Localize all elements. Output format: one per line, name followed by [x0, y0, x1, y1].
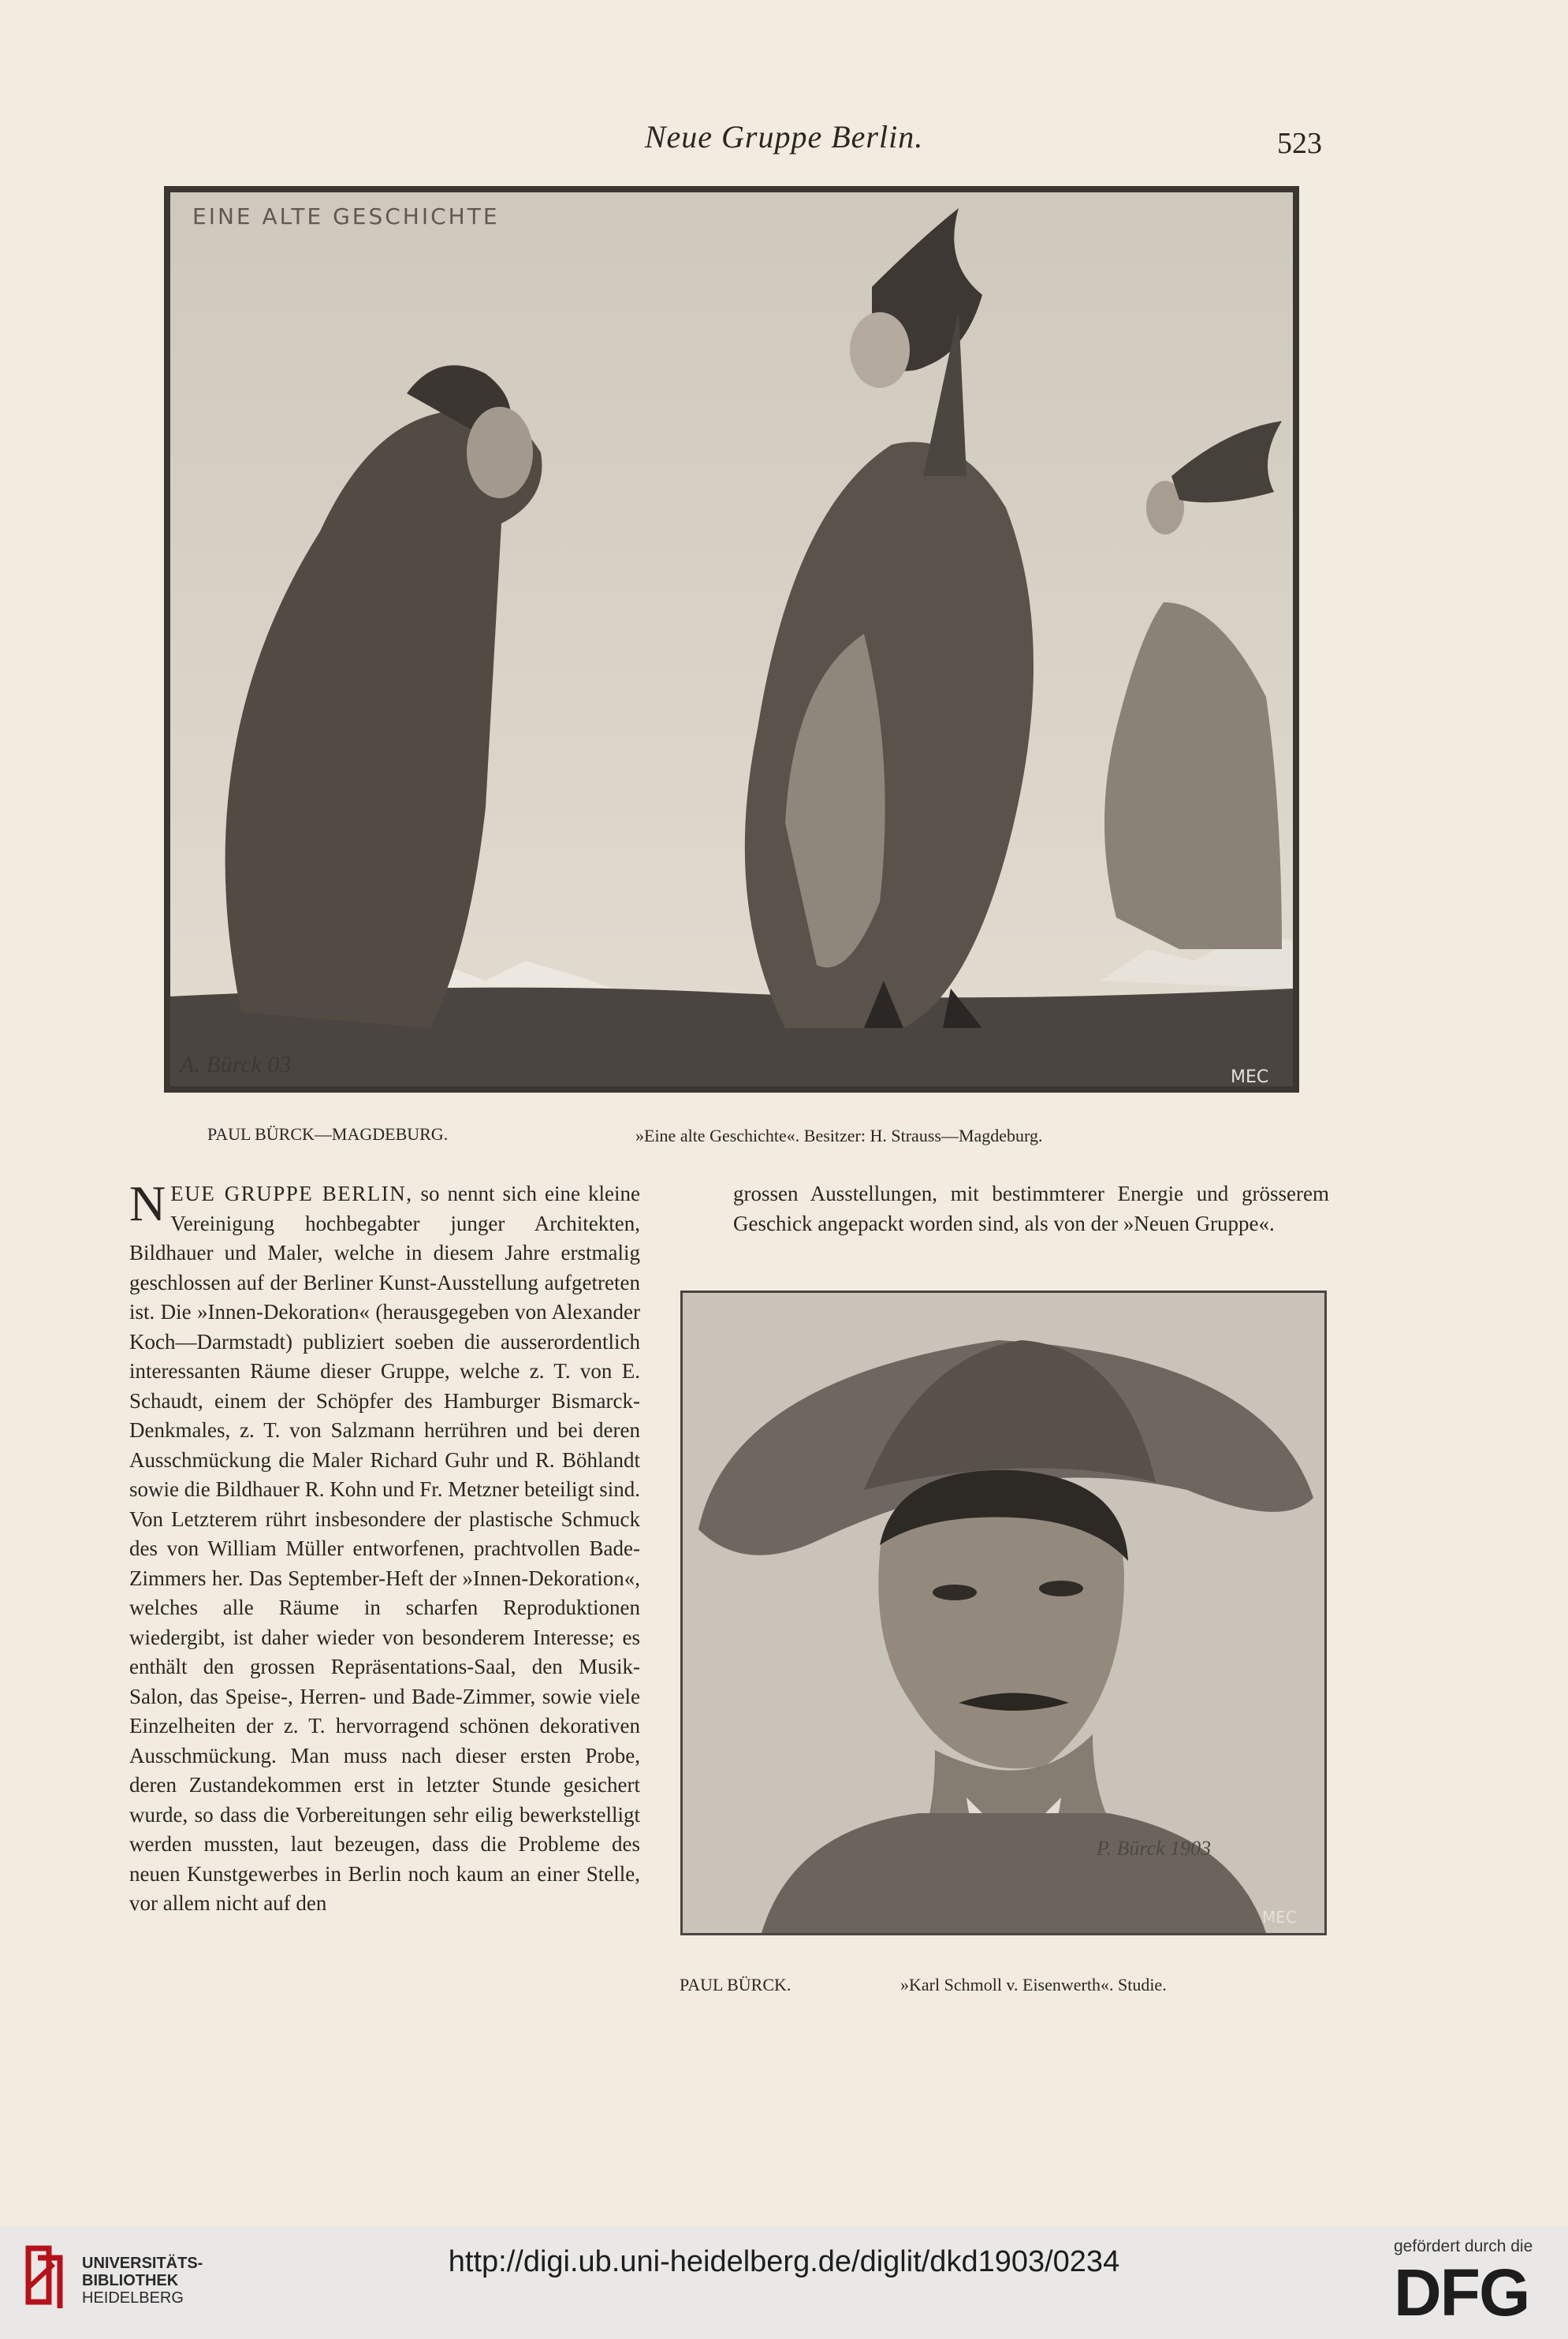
artist-signature: P. Bürck 1903: [1097, 1837, 1212, 1860]
page-number: 523: [1277, 127, 1322, 160]
library-line-2: BIBLIOTHEK: [82, 2272, 179, 2289]
engraver-monogram: MEC: [1262, 1908, 1297, 1927]
library-line-1: UNIVERSITÄTS-: [82, 2255, 203, 2272]
article-column-left: [129, 1175, 640, 1919]
funder-label: gefördert durch die: [1394, 2237, 1533, 2255]
plate2-artist-caption: PAUL BÜRCK.: [680, 1975, 791, 1994]
drawing-creatures: [170, 192, 1293, 1086]
digital-library-footer: [0, 2227, 1568, 2339]
engraver-monogram: MEC: [1231, 1067, 1269, 1087]
drawn-title-lettering: EINE ALTE GESCHICHTE: [192, 203, 500, 229]
article-body-left: so nennt sich eine kleine Vereinigung hochbegabter junger Architekten, Bildhauer und Maler, welche in diesem Jahre erstmalig geschlossen auf der Berliner Kunst-Ausstellung aufgetreten ist. Die »Innen-Dekoration« (herausgegeben von Alexander Koch—Darmstadt) publiziert soeben die ausserordentlich interessanten Räume dieser Gruppe, welche z. T. von E. Schaudt, einem der Schöpfer des Hamburger Bismarck-Denkmales, z. T. von Salzmann herrühren und bei deren Ausschmückung die Maler Richard Guhr und R. Böhlandt sowie die Bildhauer R. Kohn und Fr. Metzner beteiligt sind. Von Letzterem rührt insbesondere der plastische Schmuck des von William Müller entworfenen, prachtvollen Bade-Zimmers her. Das September-Heft der »Innen-Dekoration«, welches alle Räume in scharfen Reproduktionen wiedergibt, ist daher wieder von besonderem Interesse; es enthält den grossen Repräsentations-Saal, den Musik-Salon, das Speise-, Herren- und Bade-Zimmer, sowie viele Einzelheiten der z. T. hervorragend schönen dekorativen Ausschmückung. Man muss nach dieser ersten Probe, deren Zustandekommen erst in letzter Stunde gesichert wurde, so dass die Vorbereitungen sehr eilig bewerkstelligt werden mussten, laut bezeugen, dass die Probleme des neuen Kunstgewerbes in Berlin noch kaum an einer Stelle, vor allem nicht auf den: [129, 1182, 640, 1915]
drawing-portrait: [683, 1293, 1324, 1933]
illustration-portrait-study: [680, 1291, 1327, 1935]
permalink-url[interactable]: http://digi.ub.uni-heidelberg.de/diglit/dkd1903/0234: [448, 2245, 1120, 2278]
running-title: Neue Gruppe Berlin.: [644, 119, 924, 155]
plate2-title-caption: »Karl Schmoll v. Eisenwerth«. Studie.: [900, 1975, 1167, 1994]
dfg-logo: DFG: [1394, 2255, 1529, 2330]
drop-cap: N: [129, 1175, 166, 1231]
plate1-title-caption: »Eine alte Geschichte«. Besitzer: H. Strauss—Magdeburg.: [635, 1126, 1043, 1145]
artist-signature: A. Bürck 03: [180, 1052, 292, 1078]
plate1-artist-caption: PAUL BÜRCK—MAGDEBURG.: [207, 1124, 449, 1144]
article-column-right: grossen Ausstellungen, mit bestimmterer Energie und grösserem Geschick angepackt worden sind, als von der »Neuen Gruppe«.: [733, 1182, 1329, 1235]
library-line-3: HEIDELBERG: [82, 2289, 184, 2307]
illustration-eine-alte-geschichte: [164, 186, 1299, 1093]
article-lead-caps: EUE GRUPPE BERLIN,: [170, 1182, 413, 1205]
